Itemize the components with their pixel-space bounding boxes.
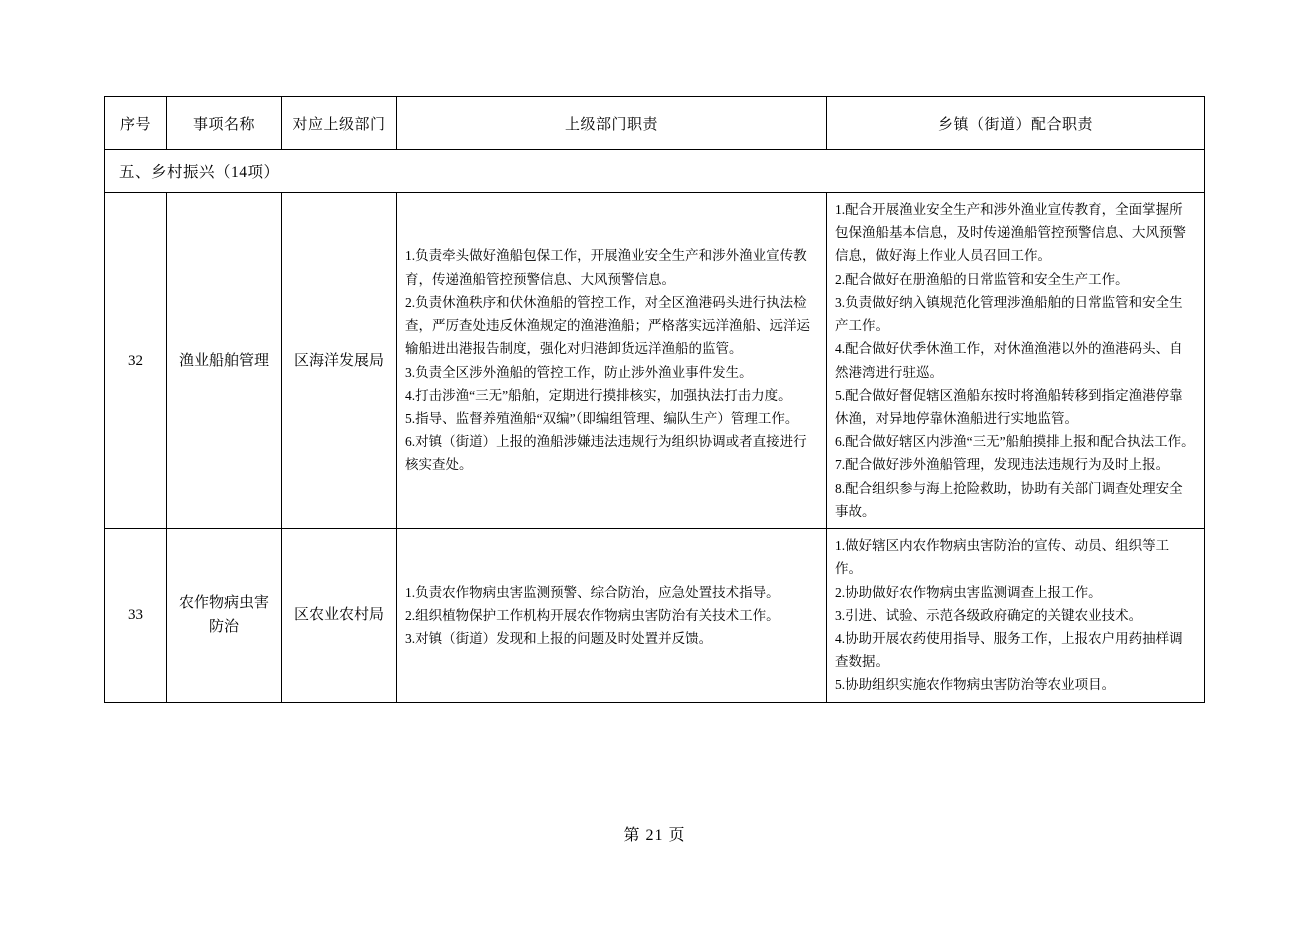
table-row <box>105 193 1205 529</box>
header-cell-dept: 对应上级部门 <box>282 97 397 150</box>
row-upper-dept: 区海洋发展局 <box>282 193 397 529</box>
coop-paragraph: 5.协助组织实施农作物病虫害防治等农业项目。 <box>835 677 1116 693</box>
duty-paragraph: 1.负责农作物病虫害监测预警、综合防治，应急处置技术指导。 <box>405 584 780 600</box>
header-cell-duty: 上级部门职责 <box>397 97 827 150</box>
coop-paragraph: 3.引进、试验、示范各级政府确定的关键农业技术。 <box>835 607 1143 623</box>
row-upper-dept: 区农业农村局 <box>282 529 397 703</box>
section-title-row <box>105 150 1205 193</box>
row-item-name: 渔业船舶管理 <box>167 193 282 529</box>
table-header <box>105 97 1205 150</box>
coop-paragraph: 4.配合做好伏季休渔工作，对休渔渔港以外的渔港码头、自然港湾进行驻巡。 <box>835 341 1183 380</box>
row-township-duty <box>827 529 1205 703</box>
row-no: 32 <box>105 193 167 529</box>
duty-paragraph: 1.负责牵头做好渔船包保工作，开展渔业安全生产和涉外渔业宣传教育，传递渔船管控预警信息、大风预警信息。 <box>405 248 807 287</box>
header-cell-item: 事项名称 <box>167 97 282 150</box>
row-township-duty <box>827 193 1205 529</box>
section-title: 五、乡村振兴（14项） <box>105 150 1205 193</box>
row-upper-duty <box>397 193 827 529</box>
table-row <box>105 529 1205 703</box>
table-body <box>105 150 1205 703</box>
row-no: 33 <box>105 529 167 703</box>
header-cell-coop: 乡镇（街道）配合职责 <box>827 97 1205 150</box>
coop-paragraph: 4.协助开展农药使用指导、服务工作，上报农户用药抽样调查数据。 <box>835 630 1183 670</box>
duty-paragraph: 3.负责全区涉外渔船的管控工作，防止涉外渔业事件发生。 <box>405 364 753 380</box>
duty-paragraph: 5.指导、监督养殖渔船“双编”（即编组管理、编队生产）管理工作。 <box>405 410 799 426</box>
coop-paragraph: 5.配合做好督促辖区渔船东按时将渔船转移到指定渔港停靠休渔，对异地停靠休渔船进行实地监管。 <box>835 387 1183 426</box>
coop-paragraph: 1.配合开展渔业安全生产和涉外渔业宣传教育，全面掌握所包保渔船基本信息，及时传递渔船管控预警信息、大风预警信息，做好海上作业人员召回工作。 <box>835 202 1186 264</box>
coop-paragraph: 7.配合做好涉外渔船管理，发现违法违规行为及时上报。 <box>835 457 1170 473</box>
duty-paragraph: 3.对镇（街道）发现和上报的问题及时处置并反馈。 <box>405 630 713 646</box>
coop-paragraph: 1.做好辖区内农作物病虫害防治的宣传、动员、组织等工作。 <box>835 538 1170 577</box>
duty-paragraph: 6.对镇（街道）上报的渔船涉嫌违法违规行为组织协调或者直接进行核实查处。 <box>405 434 807 473</box>
page-footer: 第 21 页 <box>623 827 686 844</box>
duty-paragraph: 4.打击涉渔“三无”船舶，定期进行摸排核实，加强执法打击力度。 <box>405 387 792 403</box>
coop-paragraph: 3.负责做好纳入镇规范化管理涉渔船舶的日常监管和安全生产工作。 <box>835 294 1183 334</box>
responsibility-table <box>104 96 1205 703</box>
coop-paragraph: 8.配合组织参与海上抢险救助，协助有关部门调查处理安全事故。 <box>835 480 1183 519</box>
header-cell-no: 序号 <box>105 97 167 150</box>
coop-paragraph: 2.协助做好农作物病虫害监测调查上报工作。 <box>835 584 1102 600</box>
duty-paragraph: 2.负责休渔秩序和伏休渔船的管控工作，对全区渔港码头进行执法检查，严厉查处违反休渔规定的渔港渔船；严格落实远洋渔船、远洋运输船进出港报告制度，强化对归港卸货远洋渔船的监管。 <box>405 294 810 357</box>
coop-paragraph: 2.配合做好在册渔船的日常监管和安全生产工作。 <box>835 271 1129 287</box>
row-upper-duty <box>397 529 827 703</box>
coop-paragraph: 6.配合做好辖区内涉渔“三无”船舶摸排上报和配合执法工作。 <box>835 434 1195 450</box>
duty-paragraph: 2.组织植物保护工作机构开展农作物病虫害防治有关技术工作。 <box>405 607 780 623</box>
row-item-name: 农作物病虫害防治 <box>167 529 282 703</box>
table-header-row <box>105 97 1205 150</box>
